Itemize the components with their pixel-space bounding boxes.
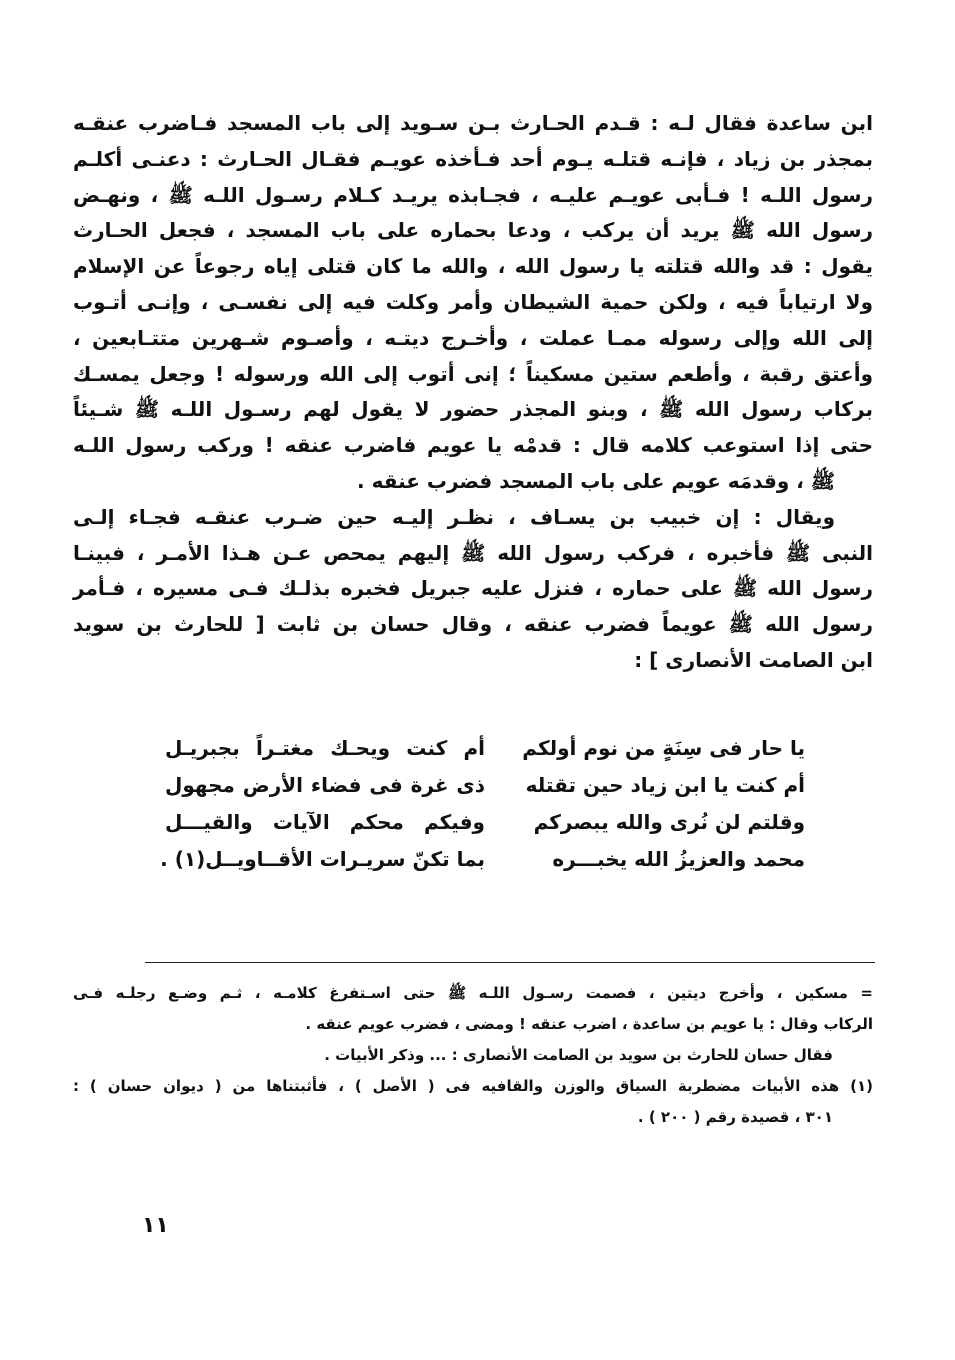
main-text [73, 106, 873, 679]
text-line: ولا ارتياباً فيه ، ولكن حمية الشيطان وأمر وكلت فيه إلى نفسـى ، وإنـى أتـوب [73, 289, 873, 314]
page-number: ١١ [142, 1213, 169, 1238]
poem-verse [160, 841, 805, 878]
text-line: ابن ساعدة فقال لـه : قـدم الحـارث بـن سـويد إلى باب المسجد فـاضرب عنقـه [73, 111, 873, 135]
text-line: ابن الصامت الأنصارى ] : [634, 647, 873, 672]
verse-first-hemistich: محمد والعزيزُ الله يخبـــره [552, 847, 805, 871]
footnote-line: = مسكين ، وأخرج ديتين ، فصمت رسـول اللـه ﷺ حتى اسـتفرغ كلامـه ، ثـم وضـع رجلـه فـى [73, 984, 873, 1002]
text-line: بركاب رسول الله ﷺ ، وبنو المجذر حضور لا يقول لهم رسـول اللـه ﷺ شـيئاً [73, 397, 873, 422]
footnote-line: فقال حسان للحارث بن سويد بن الصامت الأنصارى : ... وذكر الأبيات . [324, 1046, 833, 1064]
poem-verse [165, 804, 805, 841]
verse-second-hemistich: ذى غرة فى فضاء الأرض مجهول [165, 773, 485, 797]
poem-verse [165, 730, 805, 767]
verse-second-hemistich: أم كنت ويحـك مغتـراً بجبريـل [165, 736, 485, 760]
text-line: رسول الله ﷺ على حماره ، فنزل عليه جبريل فخبره بذلـك فـى مسيره ، فـأمر [73, 576, 873, 601]
poem-verse [165, 767, 805, 804]
verse-second-hemistich: وفيكم محكم الآيات والقيـــل [165, 810, 485, 834]
text-line: حتى إذا استوعب كلامه قال : قدمْه يا عويم فاضرب عنقه ! وركب رسول اللـه [73, 433, 873, 458]
text-line: بمجذر بن زياد ، فإنـه قتلـه يـوم أحد فـأخذه عويـم فقـال الحـارث : دعنـى أكلـم [73, 146, 873, 171]
verse-second-hemistich: بما تكنّ سريـرات الأقــاويــل(١) . [160, 847, 485, 871]
footnote-line: (١) هذه الأبيات مضطربة السياق والوزن والقافيه فى ( الأصل ) ، فأثبتناها من ( ديوان حسان ) : [73, 1077, 873, 1095]
paragraph-start-line: ويقال : إن خبيب بن يسـاف ، نظـر إليـه حين ضـرب عنقـه فجـاء إلـى [73, 504, 835, 529]
text-line: يقول : قد والله قتلته يا رسول الله ، والله ما كان قتلى إياه رجوعاً عن الإسلام [73, 254, 873, 279]
verse-first-hemistich: يا حار فى سِنَةٍ من نوم أولكم [522, 736, 805, 760]
text-line: ﷺ ، وقدمَه عويم على باب المسجد فضرب عنقه . [357, 468, 835, 493]
text-line: رسول الله ﷺ يريد أن يركب ، ودعا بحماره على باب المسجد ، فجعل الحـارث [73, 218, 873, 243]
footnotes [73, 978, 873, 1133]
footnote-line: الركاب وقال : يا عويم بن ساعدة ، اضرب عنقه ! ومضى ، فضرب عويم عنقه . [305, 1015, 873, 1033]
verse-first-hemistich: أم كنت يا ابن زياد حين تقتله [525, 773, 805, 797]
poem [160, 730, 805, 878]
footnote-line: ٣٠١ ، قصيدة رقم ( ٢٠٠ ) . [637, 1108, 833, 1126]
text-line: إلى الله وإلى رسوله ممـا عملت ، وأخـرج ديتـه ، وأصـوم شـهرين متتـابعين ، [73, 325, 873, 350]
verse-first-hemistich: وقلتم لن نُرى والله يبصركم [533, 810, 805, 834]
footnote-separator [145, 962, 875, 963]
text-line: النبى ﷺ فأخبره ، فركب رسول الله ﷺ إليهم يمحص عـن هـذا الأمـر ، فبينـا [73, 540, 873, 565]
text-line: رسول الله ﷺ عويماً فضرب عنقه ، وقال حسان بن ثابت [ للحارث بن سويد [73, 612, 873, 637]
text-line: رسول اللـه ! فـأبى عويـم عليـه ، فجـابذه يريـد كـلام رسـول اللـه ﷺ ، ونهـض [73, 182, 873, 207]
text-line: وأعتق رقبة ، وأطعم ستين مسكيناً ؛ إنى أتوب إلى الله ورسوله ! وجعل يمسـك [73, 361, 873, 386]
